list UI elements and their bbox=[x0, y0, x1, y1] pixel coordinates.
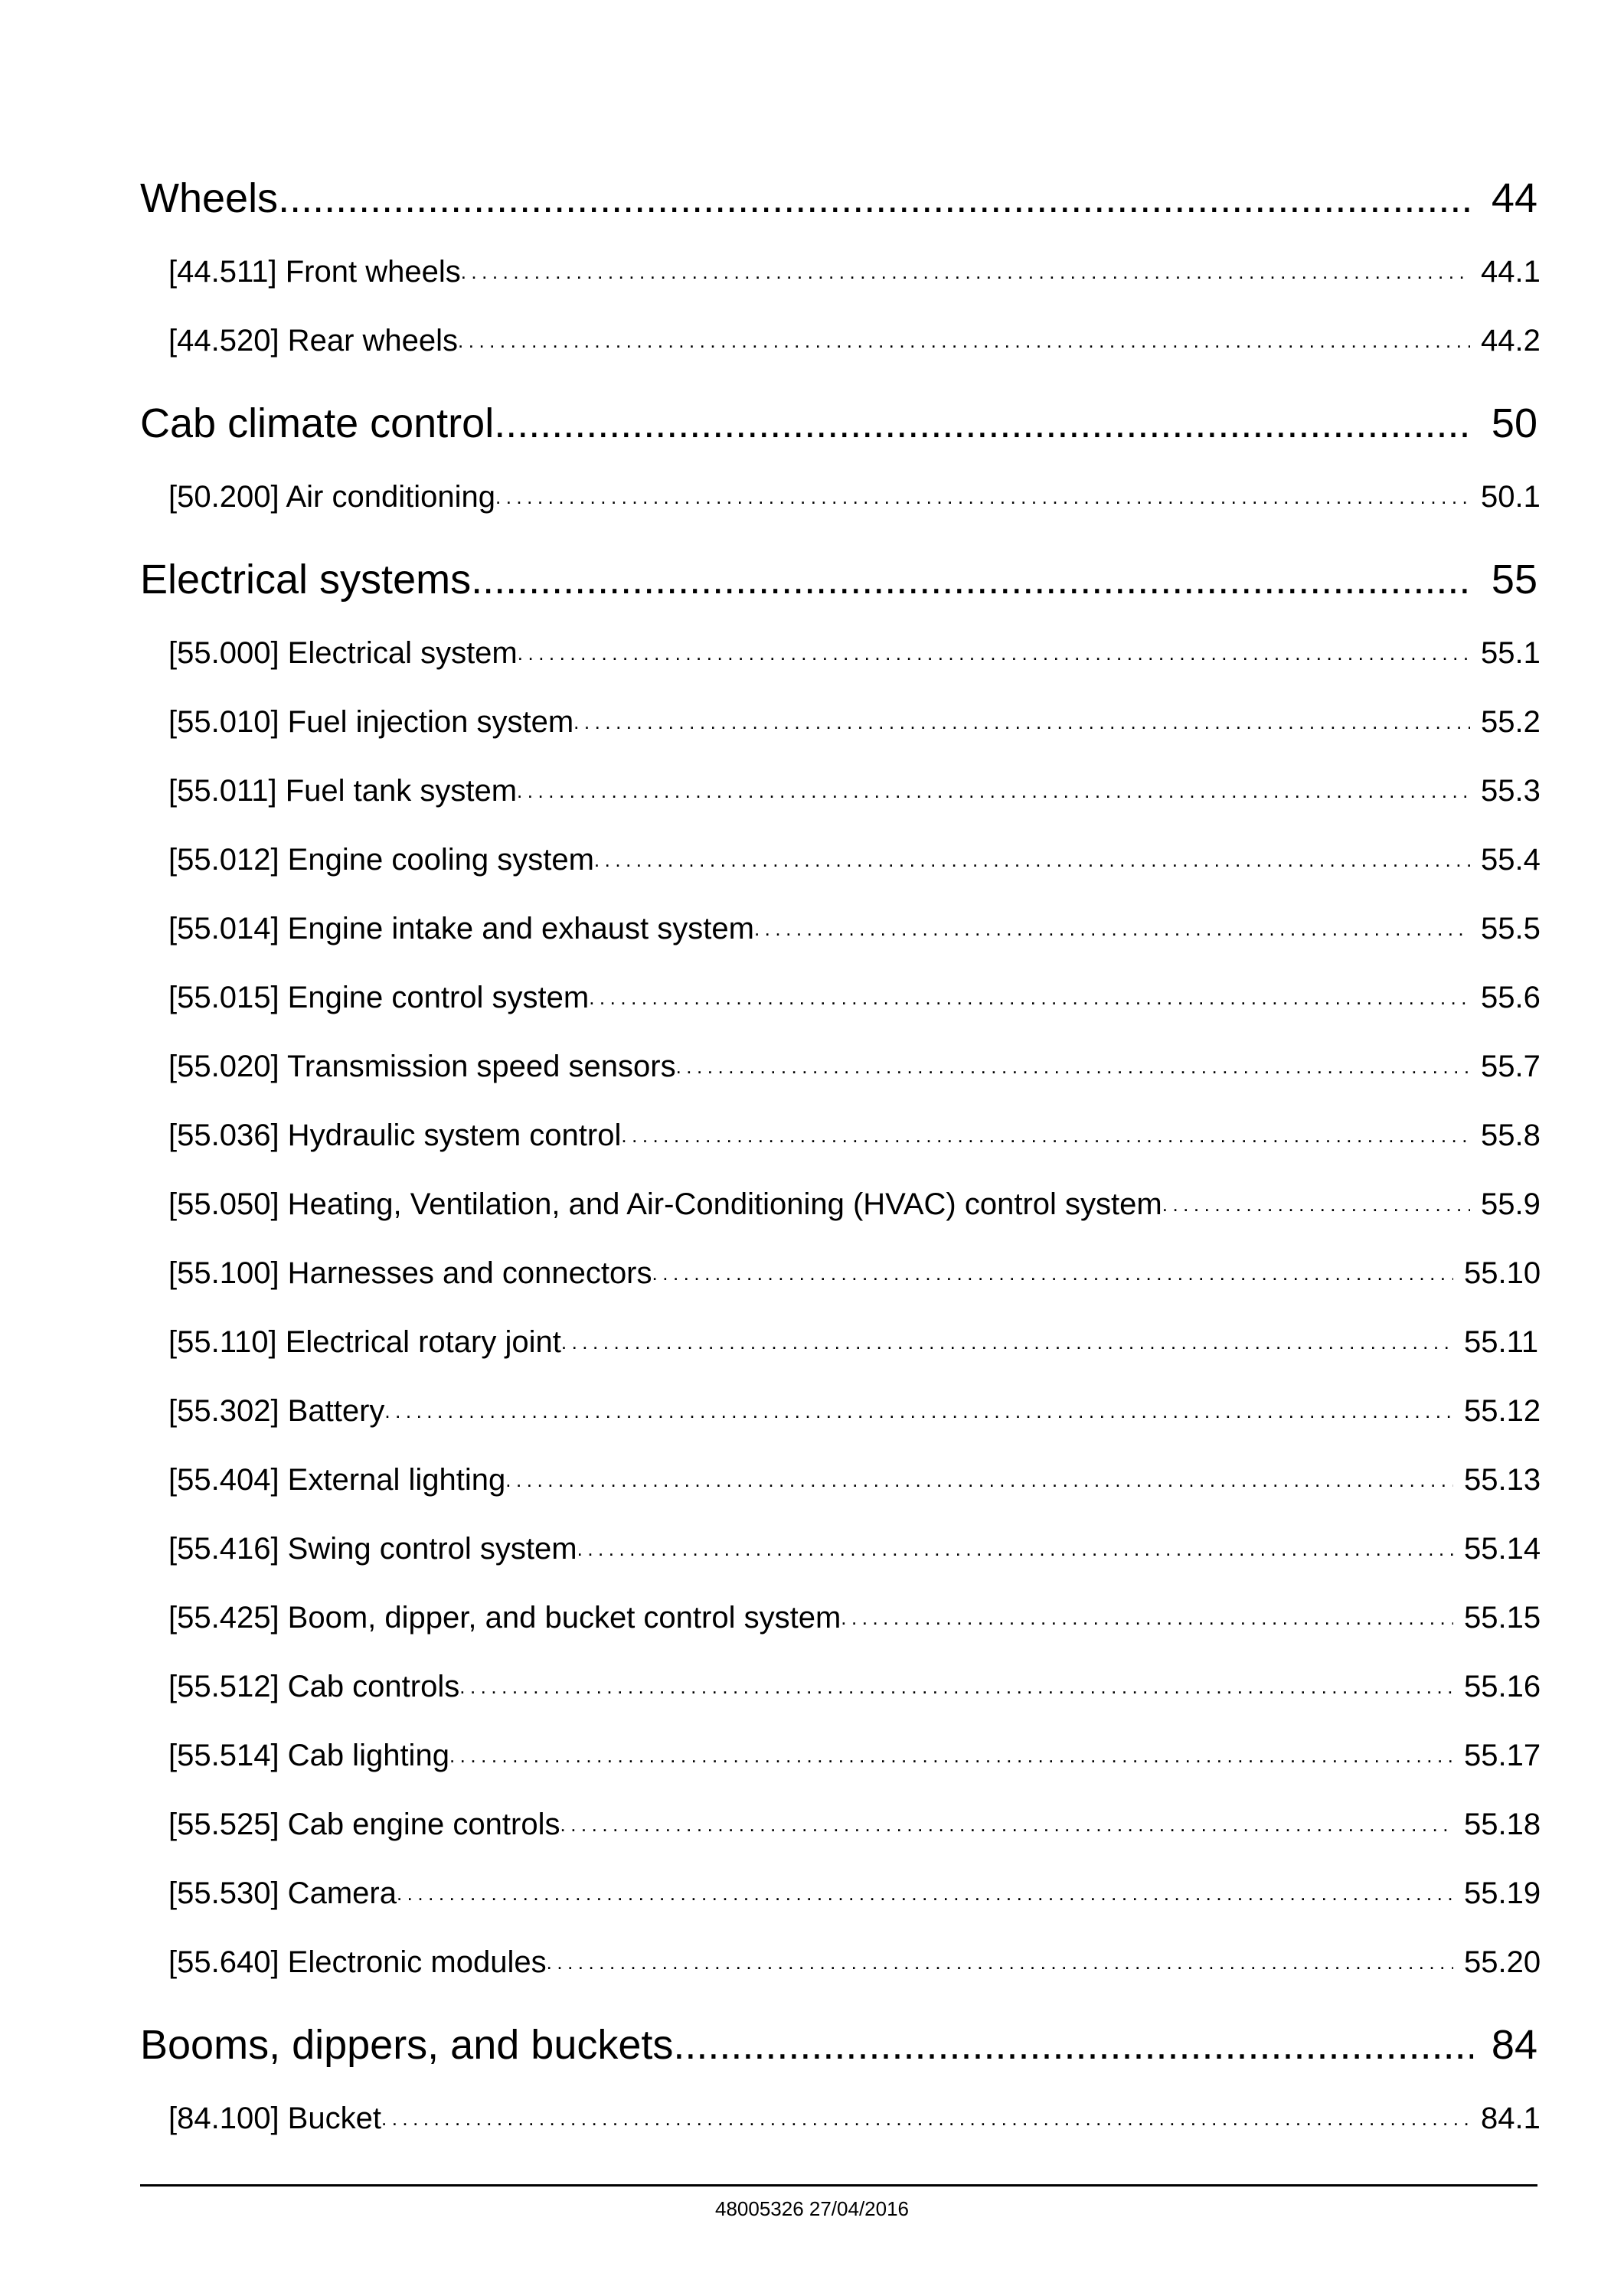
toc-entry[interactable] bbox=[140, 1324, 1537, 1360]
toc-entry[interactable] bbox=[140, 1600, 1541, 1635]
toc-entry[interactable] bbox=[140, 980, 1541, 1015]
dot-leader bbox=[589, 986, 1470, 1009]
entry-title: [55.302] Battery bbox=[168, 1394, 385, 1428]
toc-entry[interactable] bbox=[140, 1187, 1541, 1222]
entry-title: [55.020] Transmission speed sensors bbox=[168, 1050, 676, 1083]
dot-leader bbox=[573, 710, 1470, 733]
dot-leader bbox=[673, 2023, 1473, 2067]
entry-title: [55.015] Engine control system bbox=[168, 981, 590, 1014]
entry-page-number: 55.18 bbox=[1464, 1808, 1541, 1841]
dot-leader bbox=[384, 1399, 1453, 1422]
dot-leader bbox=[560, 1813, 1453, 1836]
dot-leader bbox=[561, 1331, 1453, 1354]
section-title: Cab climate control bbox=[140, 400, 495, 446]
toc-entry[interactable] bbox=[140, 1669, 1541, 1704]
toc-entry[interactable] bbox=[140, 2101, 1541, 2136]
entry-title: [55.100] Harnesses and connectors bbox=[168, 1256, 652, 1290]
entry-title: [55.050] Heating, Ventilation, and Air-Conditioning (HVAC) control system bbox=[168, 1187, 1162, 1221]
entry-page-number: 55.14 bbox=[1464, 1532, 1541, 1566]
dot-leader bbox=[577, 1537, 1453, 1560]
entry-page-number: 55.3 bbox=[1481, 774, 1541, 808]
entry-page-number: 55.19 bbox=[1464, 1876, 1541, 1910]
toc-entry[interactable] bbox=[140, 323, 1541, 358]
entry-title: [55.512] Cab controls bbox=[168, 1670, 460, 1703]
entry-page-number: 50.1 bbox=[1481, 480, 1541, 514]
entry-title: [44.520] Rear wheels bbox=[168, 324, 459, 358]
toc-entry[interactable] bbox=[140, 1462, 1541, 1497]
toc-entry[interactable] bbox=[140, 1531, 1541, 1566]
toc-section-heading[interactable] bbox=[140, 557, 1537, 602]
table-of-contents bbox=[140, 175, 1541, 2136]
section-title: Wheels bbox=[140, 175, 279, 221]
toc-entry[interactable] bbox=[140, 1118, 1541, 1153]
toc-entry[interactable] bbox=[140, 1049, 1541, 1084]
entry-page-number: 55.1 bbox=[1481, 636, 1541, 670]
dot-leader bbox=[1162, 1193, 1470, 1216]
entry-title: [55.110] Electrical rotary joint bbox=[168, 1325, 561, 1359]
dot-leader bbox=[505, 1468, 1453, 1491]
dot-leader bbox=[461, 260, 1470, 283]
dot-leader bbox=[652, 1262, 1453, 1285]
section-page-number: 55 bbox=[1491, 557, 1537, 603]
toc-entry[interactable] bbox=[140, 1807, 1541, 1842]
toc-entry[interactable] bbox=[140, 1738, 1541, 1773]
dot-leader bbox=[397, 1882, 1453, 1905]
entry-page-number: 55.4 bbox=[1481, 843, 1541, 877]
entry-title: [55.525] Cab engine controls bbox=[168, 1808, 560, 1841]
entry-title: [55.416] Swing control system bbox=[168, 1532, 577, 1566]
entry-title: [55.036] Hydraulic system control bbox=[168, 1119, 622, 1152]
dot-leader bbox=[594, 848, 1470, 871]
entry-page-number: 44.2 bbox=[1481, 324, 1541, 358]
dot-leader bbox=[459, 1675, 1453, 1698]
entry-page-number: 55.2 bbox=[1481, 705, 1541, 739]
dot-leader bbox=[517, 779, 1470, 802]
dot-leader bbox=[841, 1606, 1453, 1629]
entry-page-number: 55.12 bbox=[1464, 1394, 1541, 1428]
entry-title: [55.011] Fuel tank system bbox=[168, 774, 518, 808]
entry-page-number: 55.10 bbox=[1464, 1256, 1541, 1290]
dot-leader bbox=[547, 1951, 1453, 1974]
entry-page-number: 55.6 bbox=[1481, 981, 1541, 1014]
section-title: Booms, dippers, and buckets bbox=[140, 2022, 674, 2068]
entry-page-number: 55.17 bbox=[1464, 1739, 1541, 1772]
toc-entry[interactable] bbox=[140, 704, 1541, 740]
footer-document-id: 48005326 27/04/2016 bbox=[714, 2197, 910, 2220]
toc-entry[interactable] bbox=[140, 1393, 1541, 1429]
toc-entry[interactable] bbox=[140, 773, 1541, 808]
entry-title: [55.640] Electronic modules bbox=[168, 1945, 547, 1979]
entry-title: [55.000] Electrical system bbox=[168, 636, 518, 670]
toc-entry[interactable] bbox=[140, 911, 1541, 946]
entry-page-number: 55.5 bbox=[1481, 912, 1541, 946]
entry-title: [50.200] Air conditioning bbox=[168, 480, 495, 514]
section-page-number: 84 bbox=[1491, 2022, 1537, 2068]
entry-title: [55.014] Engine intake and exhaust system bbox=[168, 912, 754, 946]
dot-leader bbox=[495, 485, 1470, 508]
section-page-number: 50 bbox=[1491, 400, 1537, 446]
entry-title: [55.010] Fuel injection system bbox=[168, 705, 574, 739]
toc-entry[interactable] bbox=[140, 842, 1541, 877]
toc-entry[interactable] bbox=[140, 1256, 1541, 1291]
dot-leader bbox=[518, 642, 1470, 665]
section-title: Electrical systems bbox=[140, 557, 472, 603]
toc-entry[interactable] bbox=[140, 479, 1541, 514]
toc-entry[interactable] bbox=[140, 1945, 1541, 1980]
entry-page-number: 55.9 bbox=[1481, 1187, 1541, 1221]
dot-leader bbox=[494, 401, 1473, 446]
entry-title: [55.404] External lighting bbox=[168, 1463, 506, 1497]
entry-title: [55.530] Camera bbox=[168, 1876, 397, 1910]
toc-section-heading[interactable] bbox=[140, 401, 1537, 446]
entry-page-number: 55.13 bbox=[1464, 1463, 1541, 1497]
entry-page-number: 55.8 bbox=[1481, 1119, 1541, 1152]
entry-page-number: 55.20 bbox=[1464, 1945, 1541, 1979]
entry-page-number: 44.1 bbox=[1481, 255, 1541, 289]
entry-page-number: 55.7 bbox=[1481, 1050, 1541, 1083]
entry-page-number: 55.11 bbox=[1464, 1325, 1539, 1359]
dot-leader bbox=[458, 329, 1470, 352]
dot-leader bbox=[676, 1055, 1470, 1078]
dot-leader bbox=[621, 1124, 1470, 1147]
dot-leader bbox=[449, 1744, 1453, 1767]
dot-leader bbox=[471, 557, 1473, 602]
entry-title: [55.012] Engine cooling system bbox=[168, 843, 594, 877]
entry-title: [55.514] Cab lighting bbox=[168, 1739, 449, 1772]
toc-entry[interactable] bbox=[140, 254, 1541, 289]
entry-title: [55.425] Boom, dipper, and bucket control system bbox=[168, 1601, 841, 1635]
section-page-number: 44 bbox=[1491, 175, 1537, 221]
toc-entry[interactable] bbox=[140, 635, 1541, 671]
entry-title: [84.100] Bucket bbox=[168, 2102, 381, 2135]
entry-page-number: 84.1 bbox=[1481, 2102, 1541, 2135]
entry-title: [44.511] Front wheels bbox=[168, 255, 461, 289]
toc-section-heading[interactable] bbox=[140, 2023, 1537, 2067]
entry-page-number: 55.15 bbox=[1464, 1601, 1541, 1635]
toc-section-heading[interactable] bbox=[140, 176, 1537, 220]
entry-page-number: 55.16 bbox=[1464, 1670, 1541, 1703]
toc-entry[interactable] bbox=[140, 1876, 1541, 1911]
footer-rule bbox=[140, 2184, 1537, 2187]
dot-leader bbox=[278, 176, 1473, 220]
dot-leader bbox=[754, 917, 1470, 940]
dot-leader bbox=[381, 2107, 1470, 2130]
